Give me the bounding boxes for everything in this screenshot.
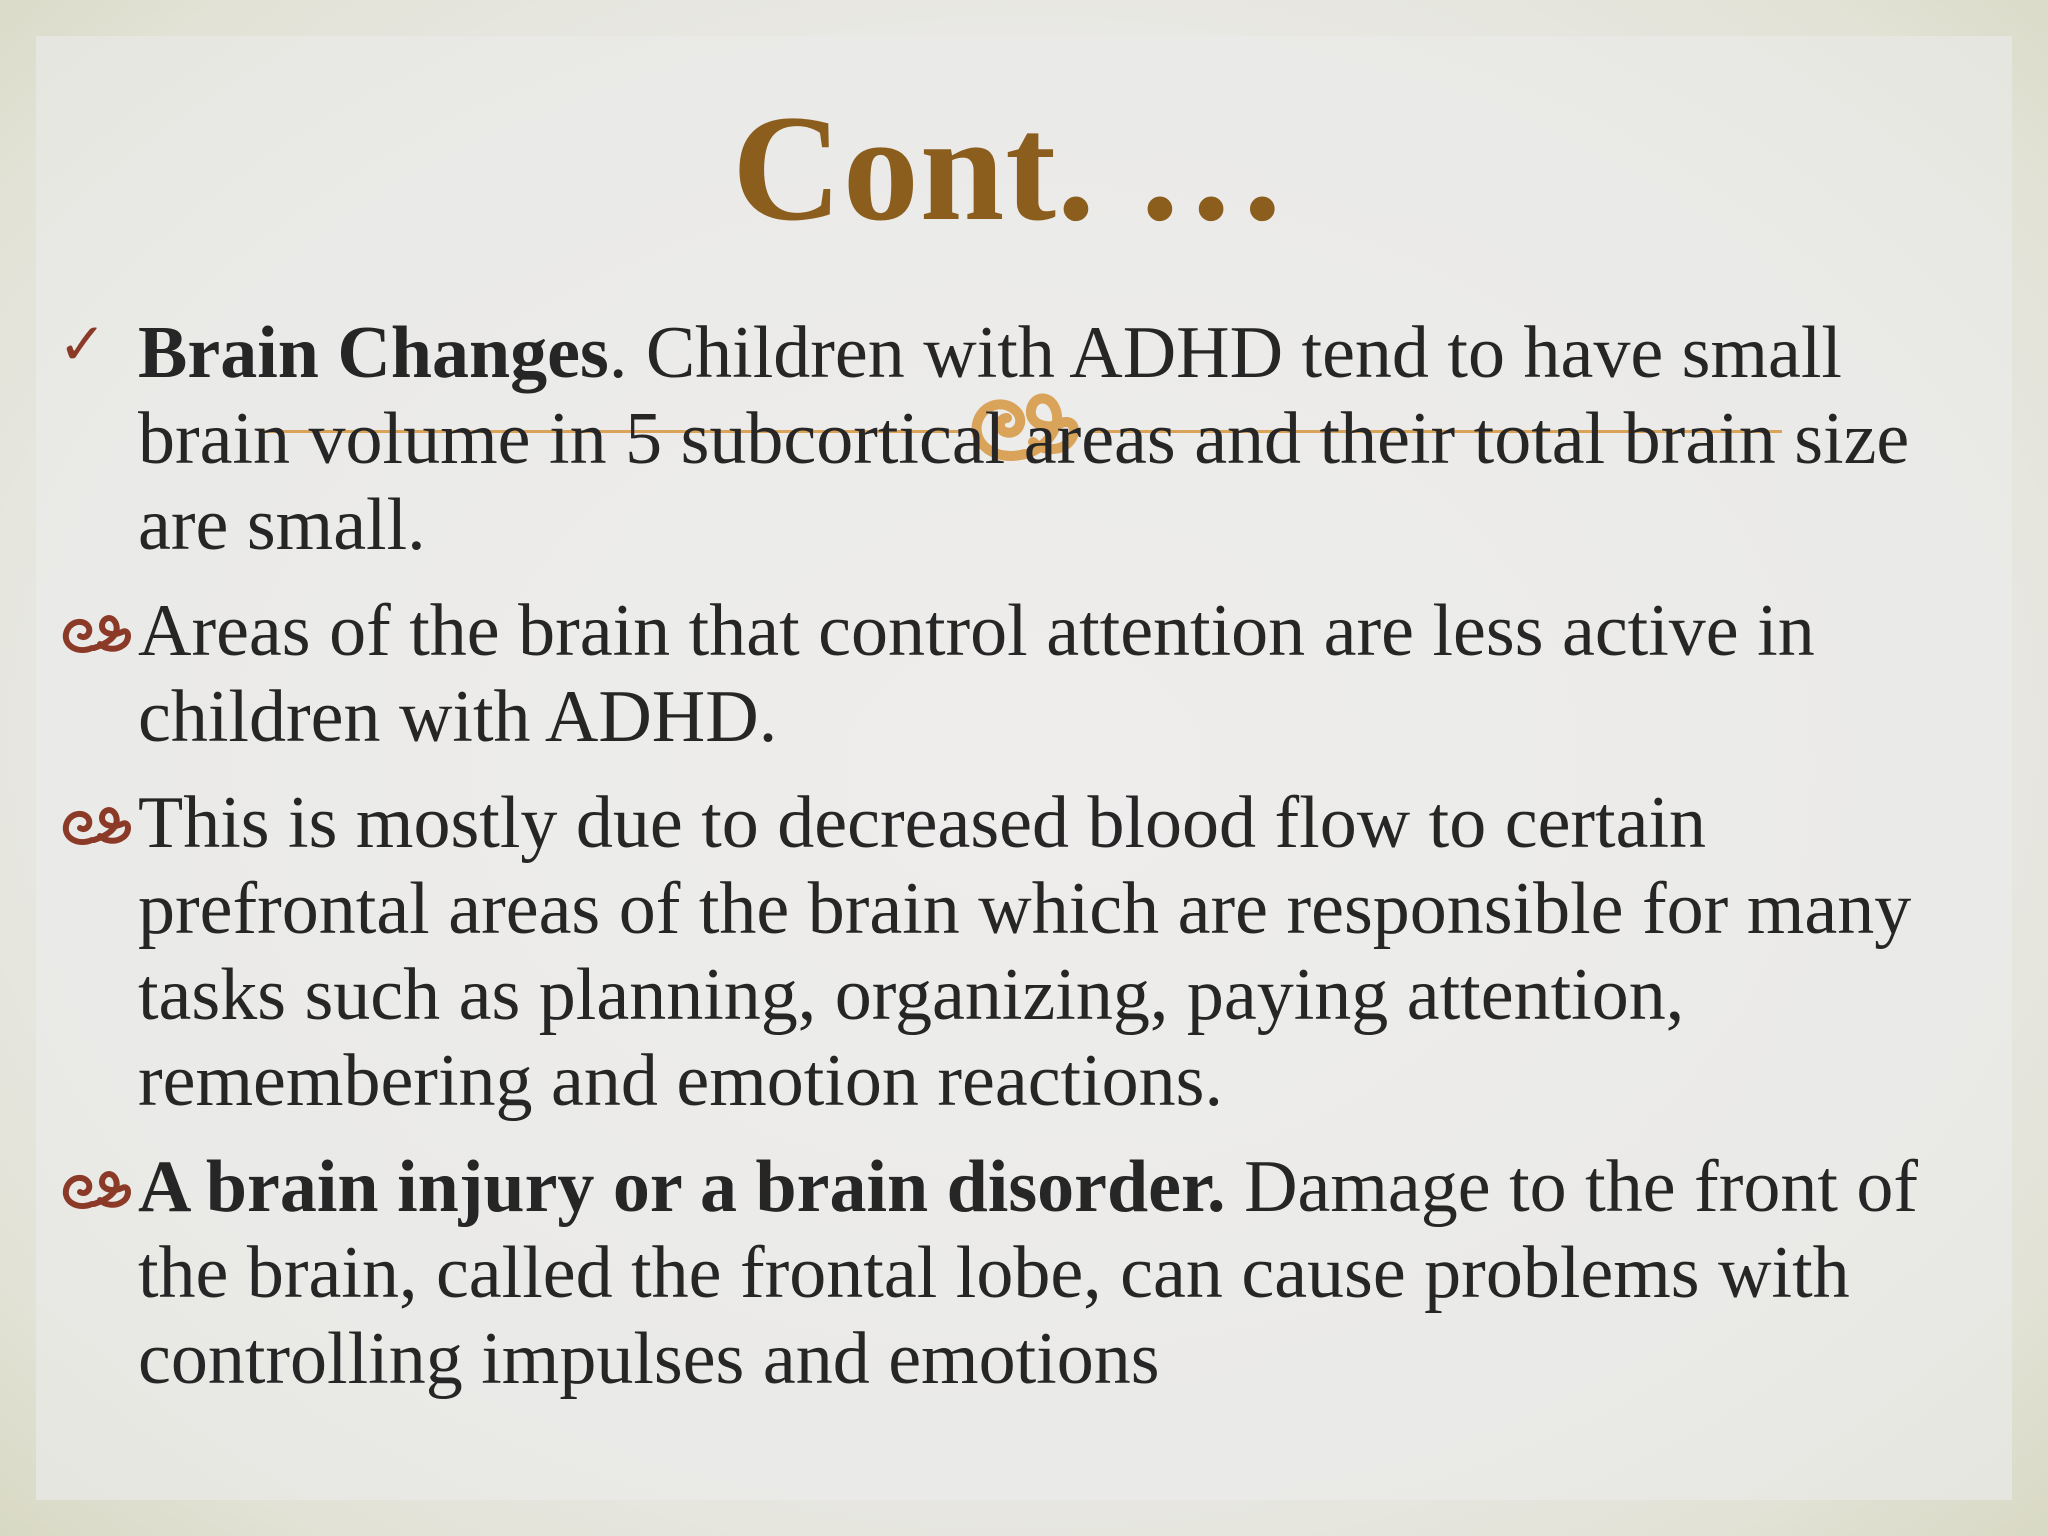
slide-title: Cont. … [732, 84, 1288, 252]
fleuron-icon [58, 1164, 134, 1214]
bullet-list [58, 310, 1988, 1422]
bullet-item [58, 310, 1988, 568]
bullet-text: Areas of the brain that control attention are less active in children with ADHD. [138, 590, 1815, 758]
bullet-bold-text: Brain Changes [138, 312, 609, 394]
checkmark-icon: ✓ [58, 310, 107, 378]
bullet-item [58, 1144, 1988, 1402]
bullet-text: . Children with ADHD tend to have small brain volume in 5 subcortical areas and their total brain size are small. [138, 312, 1910, 566]
fleuron-icon [58, 608, 134, 658]
bullet-text: This is mostly due to decreased blood flow to certain prefrontal areas of the brain which are responsible for many tasks such as planning, organizing, paying attention, remembering and emotion reactions. [138, 782, 1912, 1122]
fleuron-icon [58, 800, 134, 850]
bullet-item [58, 780, 1988, 1124]
bullet-text: Damage to the front of the brain, called the frontal lobe, can cause problems with controlling impulses and emotions [138, 1146, 1919, 1400]
bullet-bold-text: A brain injury or a brain disorder. [138, 1146, 1226, 1228]
bullet-item [58, 588, 1988, 760]
